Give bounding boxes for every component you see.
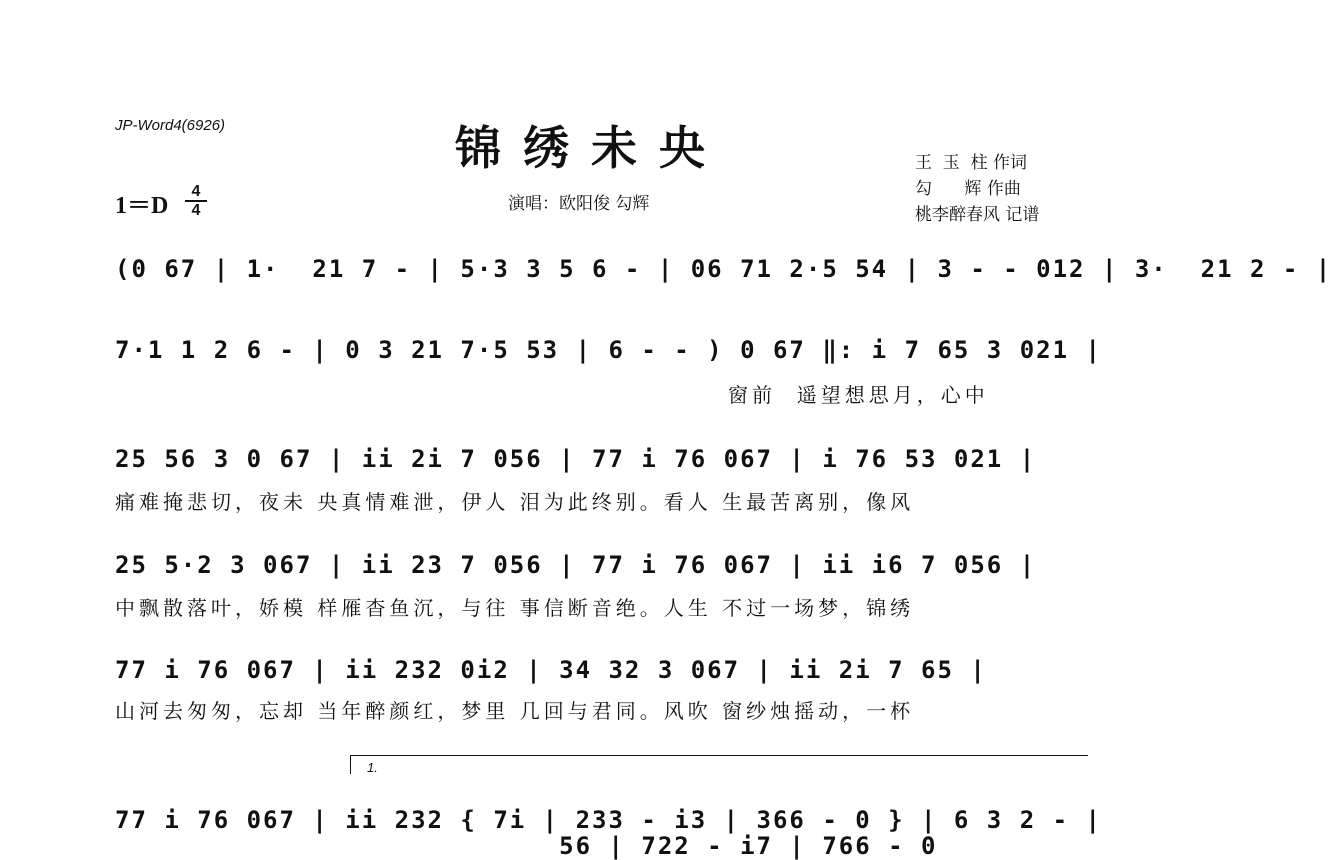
lyric-line-5: 山河去匆匆，忘却 当年醉颜红，梦里 几回与君同。风吹 窗纱烛摇动，一杯 [115, 699, 915, 723]
score-line-6-lower: 56 | 722 - i7 | 766 - 0 [115, 832, 938, 860]
credits [915, 150, 1039, 228]
meter-bottom: 4 [191, 202, 201, 219]
key-signature: 1＝D [115, 193, 169, 219]
transcriber-credit: 桃李醉春风 记谱 [915, 205, 1040, 225]
meter-top: 4 [191, 183, 201, 200]
lyric-line-3: 痛难掩悲切，夜未 央真情难泄，伊人 泪为此终别。看人 生最苦离别，像风 [115, 490, 915, 514]
singers: 演唱：欧阳俊 勾辉 [508, 194, 650, 214]
software-label: JP-Word4(6926) [115, 117, 226, 134]
score-line-4: 25 5·2 3 067 | ii 23 7 056 | 77 i 76 067 | ii i6 7 056 | [115, 551, 1037, 579]
lyric-line-2: 窗前 遥望想思月，心中 [728, 383, 989, 407]
composer-credit: 勾 辉 作曲 [915, 179, 1021, 199]
score-line-6: 77 i 76 067 | ii 232 { 7i | 233 - i3 | 366 - 0 } | 6 3 2 - | [115, 806, 1102, 834]
song-title: 锦绣未央 [455, 121, 727, 175]
score-line-1: (0 67 | 1· 21 7 - | 5·3 3 5 6 - | 06 71 2·5 54 | 3 - - 012 | 3· 21 2 - | [115, 255, 1332, 283]
time-signature [185, 184, 207, 218]
score-line-5: 77 i 76 067 | ii 232 0i2 | 34 32 3 067 | ii 2i 7 65 | [115, 656, 987, 684]
lyricist-credit: 王 玉 柱 作词 [915, 153, 1028, 173]
lyric-line-4: 中飘散落叶，娇模 样雁杳鱼沉，与往 事信断音绝。人生 不过一场梦，锦绣 [115, 596, 915, 620]
volta-bracket [350, 755, 1088, 774]
volta-label: 1. [367, 760, 378, 775]
score-line-2: 7·1 1 2 6 - | 0 3 21 7·5 53 | 6 - - ) 0 67 ‖: i 7 65 3 021 | [115, 336, 1102, 364]
score-line-3: 25 56 3 0 67 | ii 2i 7 056 | 77 i 76 067 | i 76 53 021 | [115, 445, 1037, 473]
